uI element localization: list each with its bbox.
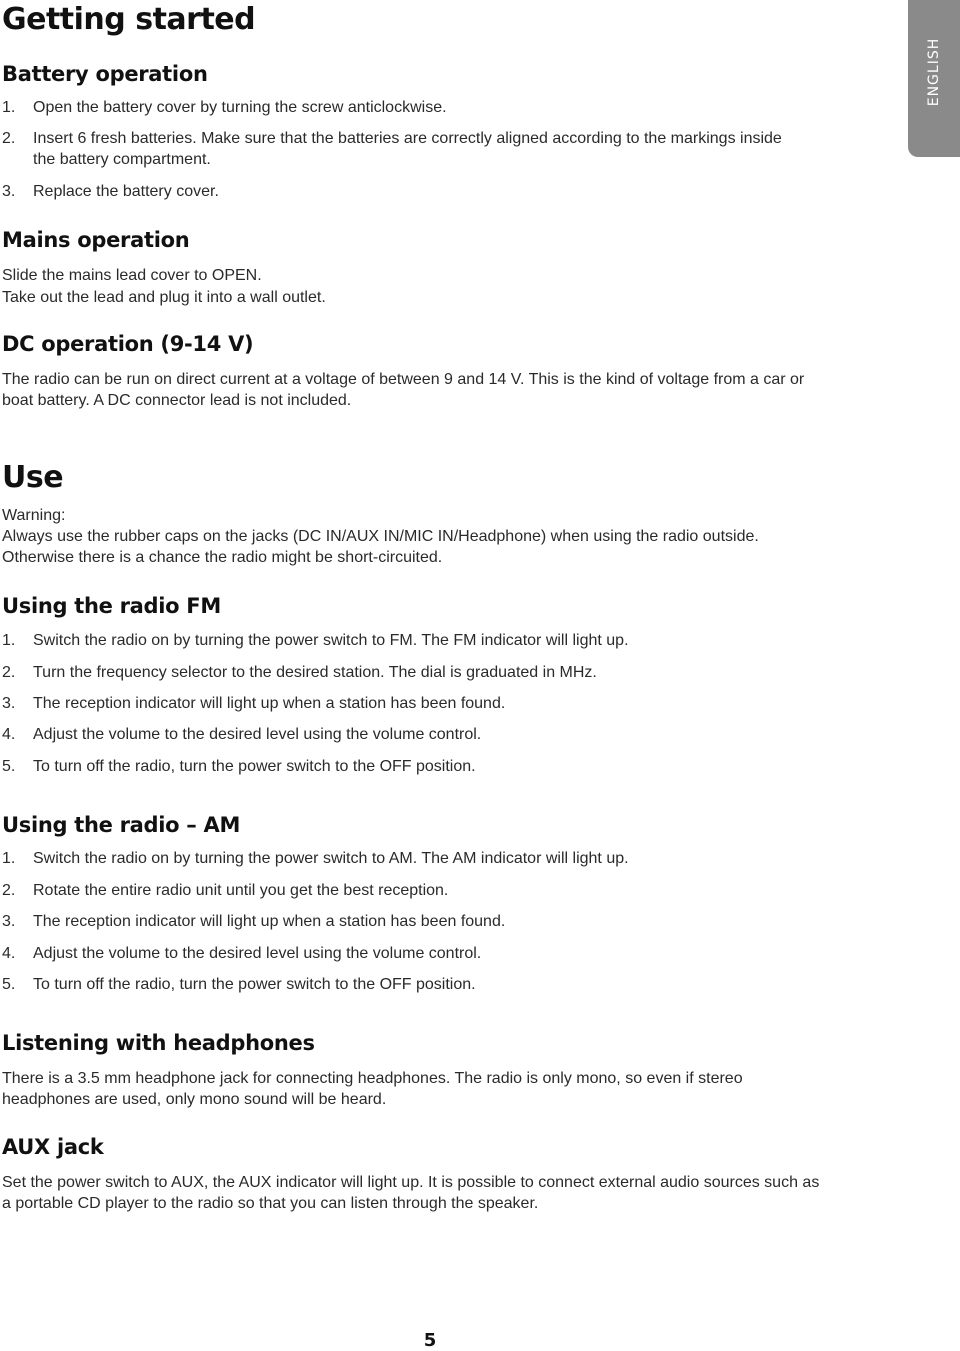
list-text: Adjust the volume to the desired level using the volume control. <box>33 945 482 962</box>
list-number: 1. <box>2 99 16 116</box>
list-item <box>2 662 882 683</box>
list-item <box>2 943 882 964</box>
list-number: 1. <box>2 632 16 649</box>
list-text: Rotate the entire radio unit until you get the best reception. <box>33 882 449 899</box>
aux-heading: AUX jack <box>2 1135 104 1159</box>
list-text: The reception indicator will light up when a station has been found. <box>33 695 506 712</box>
list-text: Switch the radio on by turning the power switch to FM. The FM indicator will light up. <box>33 632 629 649</box>
list-text: Turn the frequency selector to the desired station. The dial is graduated in MHz. <box>33 664 597 681</box>
list-text: The reception indicator will light up when a station has been found. <box>33 913 506 930</box>
mains-heading: Mains operation <box>2 228 190 252</box>
list-number: 4. <box>2 726 16 743</box>
aux-text: Set the power switch to AUX, the AUX indicator will light up. It is possible to connect external audio sources such as a portable CD player to the radio so that you can listen through the speaker. <box>2 1174 820 1212</box>
dc-text: The radio can be run on direct current at a voltage of between 9 and 14 V. This is the kind of voltage from a car or boat battery. A DC connector lead is not included. <box>2 371 805 409</box>
language-tab-label: ENGLISH <box>926 37 942 107</box>
list-text: Open the battery cover by turning the screw anticlockwise. <box>33 99 447 116</box>
list-item <box>2 630 882 651</box>
list-item <box>2 724 882 745</box>
list-number: 3. <box>2 183 16 200</box>
list-text: To turn off the radio, turn the power switch to the OFF position. <box>33 758 476 775</box>
list-number: 5. <box>2 976 16 993</box>
list-number: 4. <box>2 945 16 962</box>
list-number: 5. <box>2 758 16 775</box>
list-number: 3. <box>2 913 16 930</box>
use-heading: Use <box>2 460 64 495</box>
list-number: 3. <box>2 695 16 712</box>
list-text: Switch the radio on by turning the power switch to AM. The AM indicator will light up. <box>33 850 629 867</box>
mains-line-2: Take out the lead and plug it into a wall outlet. <box>2 289 326 306</box>
list-number: 2. <box>2 664 16 681</box>
list-item <box>2 181 882 202</box>
list-text: To turn off the radio, turn the power switch to the OFF position. <box>33 976 476 993</box>
list-number: 2. <box>2 130 16 147</box>
fm-heading: Using the radio FM <box>2 594 221 618</box>
page-number: 5 <box>423 1330 437 1351</box>
list-item <box>2 974 882 995</box>
list-text: Replace the battery cover. <box>33 183 219 200</box>
mains-line-1: Slide the mains lead cover to OPEN. <box>2 267 262 284</box>
page-title: Getting started <box>2 2 256 37</box>
list-text: Adjust the volume to the desired level using the volume control. <box>33 726 482 743</box>
warning-label: Warning: <box>2 507 66 524</box>
list-number: 2. <box>2 882 16 899</box>
battery-heading: Battery operation <box>2 62 208 86</box>
list-item <box>2 97 882 118</box>
list-item <box>2 128 802 170</box>
dc-heading: DC operation (9-14 V) <box>2 332 254 356</box>
list-item <box>2 880 882 901</box>
warning-text: Always use the rubber caps on the jacks (DC IN/AUX IN/MIC IN/Headphone) when using the radio outside. Otherwise there is a chance the radio might be short-circuited. <box>2 528 759 566</box>
headphones-text: There is a 3.5 mm headphone jack for connecting headphones. The radio is only mono, so even if stereo headphones are used, only mono sound will be heard. <box>2 1070 743 1108</box>
headphones-heading: Listening with headphones <box>2 1031 315 1055</box>
list-text: Insert 6 fresh batteries. Make sure that the batteries are correctly aligned according to the markings inside the battery compartment. <box>33 130 782 168</box>
am-heading: Using the radio – AM <box>2 813 241 837</box>
list-item <box>2 848 882 869</box>
list-item <box>2 911 882 932</box>
list-item <box>2 756 882 777</box>
language-tab <box>908 0 960 157</box>
list-number: 1. <box>2 850 16 867</box>
list-item <box>2 693 882 714</box>
